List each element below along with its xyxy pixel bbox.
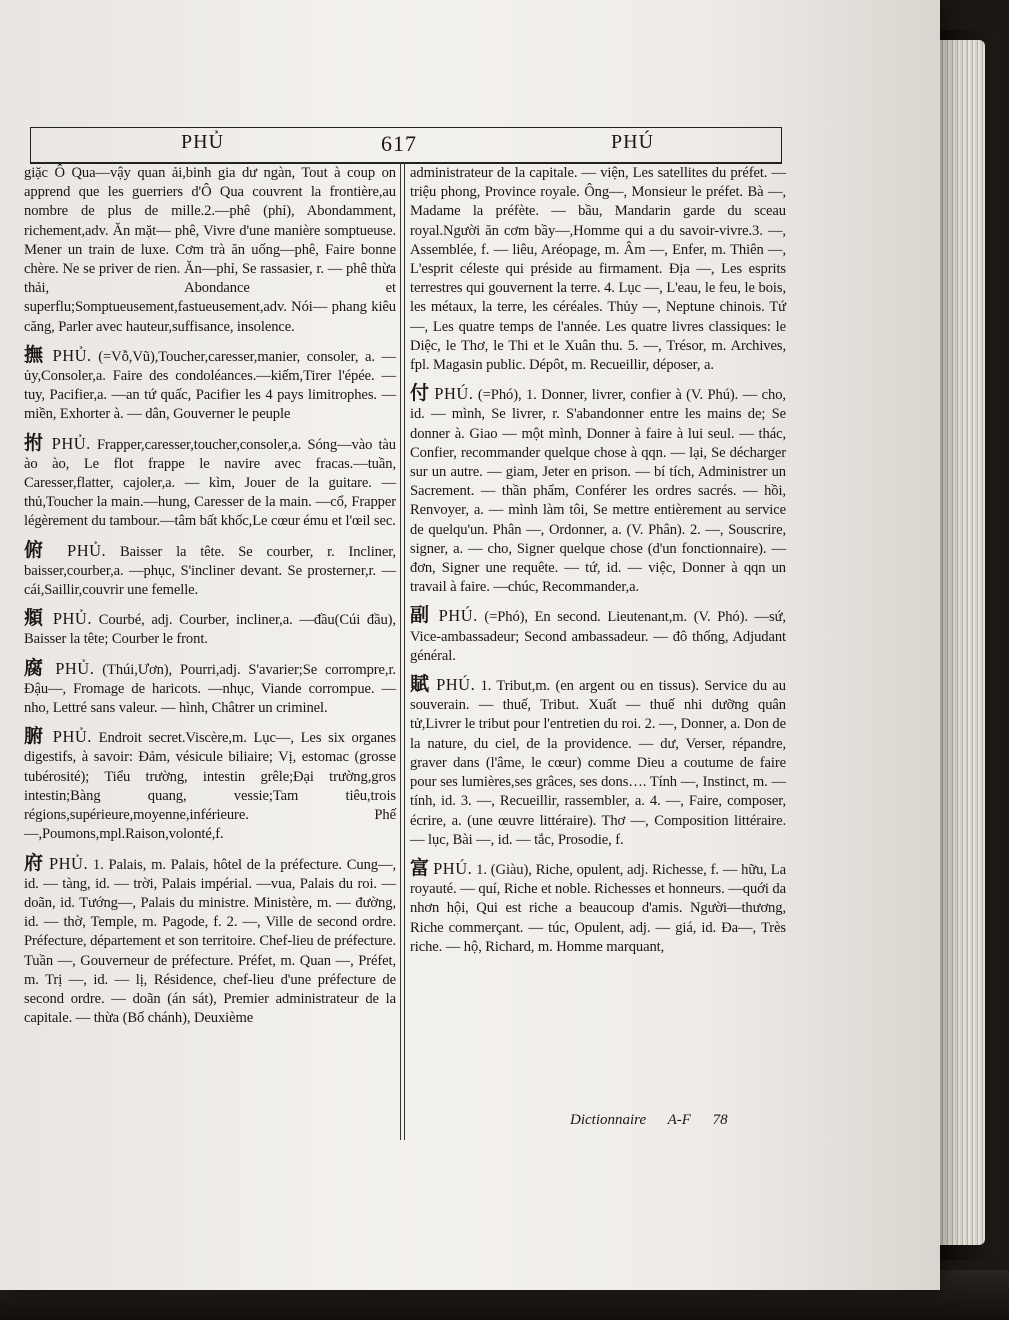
entry-headword: PHÚ. bbox=[434, 384, 474, 404]
entry-text: Courbé, adj. Courber, incliner,a. —đầu(Cúi đầu), Baisser la tête; Courber le front. bbox=[24, 612, 396, 648]
header-left-word: PHỦ bbox=[181, 131, 225, 153]
left-column bbox=[24, 162, 396, 1037]
entry-character: 撫 bbox=[24, 344, 46, 366]
dictionary-entry bbox=[410, 675, 786, 850]
dictionary-entry bbox=[410, 606, 786, 666]
dictionary-entry bbox=[24, 434, 396, 532]
entry-text: (=Vỗ,Vũ),Toucher,caresser,manier, consoler, a. —ủy,Consoler,a. Faire des condoléances.—kiếm,Tirer l'épée. —tuy, Pacifier,a. —an tứ quấc, Pacifier les 4 pays limitrophes. —miền, Exhorter à. — dân, Gouverner le peuple bbox=[24, 348, 396, 423]
entry-headword: PHÚ. bbox=[438, 606, 478, 626]
entry-headword: PHÚ. bbox=[436, 675, 476, 695]
entry-character: 拊 bbox=[24, 432, 46, 454]
footer-sheet-number: 78 bbox=[712, 1112, 728, 1128]
column-divider bbox=[400, 162, 405, 1140]
page-number: 617 bbox=[381, 131, 417, 156]
entry-character: 頫 bbox=[24, 608, 47, 630]
entry-character: 副 bbox=[410, 605, 432, 627]
entry-character: 腑 bbox=[24, 726, 47, 748]
dictionary-entry bbox=[24, 609, 396, 649]
entry-headword: PHÚ. bbox=[433, 858, 473, 878]
dictionary-entry bbox=[24, 164, 396, 337]
dictionary-entry bbox=[410, 859, 786, 957]
entry-text: Endroit secret.Viscère,m. Lục—, Les six organes digestifs, à savoir: Đảm, vésicule biliaire; Vị, estomac (grosse tubérosité); Tiểu trường, intestin grêle;Đại trường,gros intestin;Bàng quang, vessie;Tam tiêu,trois régions,supérieure,moyenne,inférieure. Phế—,Poumons,mpl.Raison,volonté,f. bbox=[24, 730, 396, 843]
dictionary-entry bbox=[24, 727, 396, 844]
footer-section: A-F bbox=[667, 1112, 691, 1128]
entry-text: Frapper,caresser,toucher,consoler,a. Sóng—vào tàu ào ào, Le flot frappe le navire avec fracas.—tuần, Caresser,flatter, cajoler,a. — kìm, Jouer de la guitare. —thủ,Toucher la main.—hung, Caresser de la main. —cổ, Frapper légèrement du tambour.—tâm bất khốc,Le cœur ému et l'œil sec. bbox=[24, 436, 396, 530]
entry-text: administrateur de la capitale. — viện, Les satellites du préfet. — triệu phong, Province royale. Ông—, Monsieur le préfet. Bà —, Madame la préfète. — bầu, Mandarin garde du sceau royal.Người ăn cơm bầy—,Homme qui a du savoir-vivre.3. —, Assemblée, f. — liêu, Aréopage, m. Âm —, Enfer, m. Thiên —, L'esprit céleste qui préside au firmament. Địa —, Les esprits terrestres qui gouvernent la terre. 4. Lục —, L'eau, le feu, le bois, les métaux, la terre, les céréales. Thủy —, Neptune chinois. Tứ—, Les quatre temps de l'année. Les quatre livres classiques: le Diệc, le Thơ, le Thi et le Xuân thu. 5. —, Trésor, m. Archives, fpl. Magasin public. Dépôt, m. Recueillir, déposer, a. bbox=[410, 165, 786, 374]
entry-character: 府 bbox=[24, 852, 45, 874]
entry-headword: PHỦ. bbox=[52, 345, 92, 365]
entry-headword: PHỦ. bbox=[51, 433, 91, 453]
entry-text: (=Phó), 1. Donner, livrer, confier à (V. Phú). — cho, id. — mình, Se livrer, r. S'abandonner entre les mains de; Se donner à. Giao — một mình, Donner à faire à lui seul. — thác, Confier, recommander quelque chose à qqn. — lại, Se décharger sur un autre. — giam, Jeter en prison. — bí tích, Administrer un Sacrement. — thần phẩm, Conférer les ordres sacrés. — hồi, Renvoyer, a. — mình làm tôi, Se mettre entièrement au service de quelqu'un. Phân —, Ordonner, a. (V. Phân). 2. —, Souscrire, signer, a. — cho, Signer quelque chose (d'un fonctionnaire). — đơn, Signer une requête. — tứ, id. — việc, Donner à qqn un travail à faire. —chúc, Recommander,a. bbox=[410, 387, 786, 596]
right-column bbox=[410, 162, 786, 966]
entry-text: giặc Ô Qua—vậy quan ải,binh gia dư ngàn, Tout à coup on apprend que les guerriers d'Ô Qua couvrent la frontière,au nombre de plus de mille.2.—phê (phỉ), Abondamment, richement,adv. Ăn mặt— phê, Vivre d'une manière somptueuse. Mener un train de luxe. Cơm trà ăn uống—phê, Faire bonne chère. Ne se priver de rien. Ăn—phỉ, Se rassasier, r. — phê thừa thải, Abondance et superflu;Somptueusement,fastueusement,adv. Nói— phang kiêu căng, Parler avec hauteur,suffisance, insolence. bbox=[24, 165, 396, 335]
entry-headword: PHỦ. bbox=[55, 658, 95, 678]
entry-character: 付 bbox=[410, 383, 430, 405]
dictionary-entry bbox=[24, 541, 396, 601]
dictionary-entry bbox=[410, 164, 786, 375]
entry-headword: PHỦ. bbox=[67, 540, 107, 560]
entry-text: 1. (Giàu), Riche, opulent, adj. Richesse, f. — hữu, La royauté. — quí, Riche et noble. Richesses et honneurs. —quới da nhơn hội, Qui est riche a beaucoup d'amis. Người—thương, Riche commerçant. — túc, Opulent, adj. — giá, id. Đa—, Très riche. — hộ, Richard, m. Homme marquant, bbox=[410, 861, 786, 955]
entry-character: 賦 bbox=[410, 674, 431, 696]
dictionary-entry bbox=[24, 854, 396, 1029]
footer-title: Dictionnaire bbox=[570, 1112, 647, 1128]
entry-text: Baisser la tête. Se courber, r. Incliner, baisser,courber,a. —phục, S'incliner devant. Se prosterner,r. — cái,Saillir,couvrir une femelle. bbox=[24, 543, 396, 599]
entry-text: (=Phó), En second. Lieutenant,m. (V. Phó). —sứ, Vice-ambassadeur; Second ambassadeur. — đô thống, Adjudant général. bbox=[410, 609, 786, 664]
entry-text: (Thúi,Ươn), Pourri,adj. S'avarier;Se corrompre,r. Đậu—, Fromage de haricots. —nhục, Viande corrompue. — nho, Lettré sans valeur. — hình, Châtrer un criminel. bbox=[24, 661, 396, 717]
entry-text: 1. Palais, m. Palais, hôtel de la préfecture. Cung—, id. — tàng, id. — trời, Palais impérial. —vua, Palais du roi. —doãn, id. Tướng—, Palais du ministre. Ministère, m. — đường, id. — thờ, Temple, m. Pagode, f. 2. —, Ville de second ordre. Préfecture, département et son territoire. Chef-lieu de préfecture. Tuần —, Gouverneur de préfecture. Préfet, m. Quan —, Préfet, m. Trị —, id. — lị, Résidence, chef-lieu d'une préfecture de second ordre. — doãn (án sát), Premier administrateur de la capitale. — thừa (Bố chánh), Deuxième bbox=[24, 856, 396, 1027]
entry-character: 俯 bbox=[24, 539, 54, 561]
dictionary-entry bbox=[410, 384, 786, 597]
dictionary-entry bbox=[24, 346, 396, 425]
page-footer bbox=[570, 1112, 746, 1129]
dictionary-entry bbox=[24, 659, 396, 719]
entry-headword: PHỦ. bbox=[48, 853, 89, 873]
entry-text: 1. Tribut,m. (en argent ou en tissus). Service du au souverain. — thuế, Tribut. Xuất — thuế nhi dưỡng quân tử,Livrer le tribut pour l'entretien du roi. 2. —, Donner, a. Don de la nature, du ciel, de la providence. — dư, Verser, répandre, graver dans (l'âme, le cœur) comme Dieu a coutume de faire pour ses lumières,ses grâces, ses dons…. Tính —, Instinct, m. — tính, id. 3. —, Recueillir, rassembler, a. 4. —, Faire, composer, écrire, a. (une œuvre littéraire). Thơ —, Composition littéraire. — lục, Bài —, id. — tắc, Prosodie, f. bbox=[410, 678, 786, 848]
entry-headword: PHỦ. bbox=[52, 609, 92, 629]
header-right-word: PHÚ bbox=[611, 131, 655, 153]
entry-headword: PHỦ. bbox=[52, 727, 92, 747]
entry-character: 腐 bbox=[24, 657, 48, 679]
running-header bbox=[30, 127, 782, 164]
entry-character: 富 bbox=[410, 857, 430, 879]
